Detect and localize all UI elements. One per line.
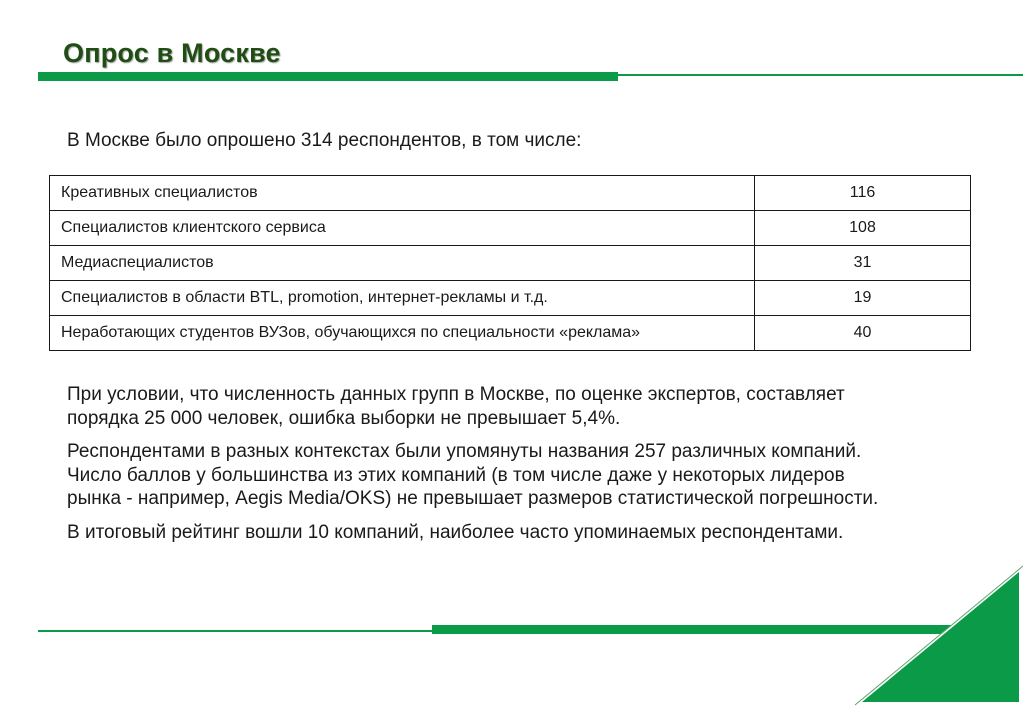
text-line: Респондентами в разных контекстах были упомянуты названия 257 различных компаний.: [67, 441, 862, 462]
intro-text: В Москве было опрошено 314 респондентов, в том числе:: [67, 130, 582, 151]
text-line: В итоговый рейтинг вошли 10 компаний, наиболее часто упоминаемых респондентами.: [67, 521, 844, 543]
text-line: Число баллов у большинства из этих компаний (в том числе даже у некоторых лидеров: [67, 464, 845, 486]
row-label: Специалистов клиентского сервиса: [50, 211, 755, 246]
text-line: рынка - например, Aegis Media/OKS) не превышает размеров статистической погрешности.: [67, 488, 879, 509]
row-label: Медиаспециалистов: [50, 246, 755, 281]
row-value: 116: [755, 176, 971, 211]
text-line: порядка 25 000 человек, ошибка выборки не превышает 5,4%.: [67, 407, 621, 429]
row-label: Креативных специалистов: [50, 176, 755, 211]
row-label: Специалистов в области BTL, promotion, интернет-рекламы и т.д.: [50, 281, 755, 316]
text-line: При условии, что численность данных групп в Москве, по оценке экспертов, составляет: [67, 384, 845, 405]
row-value: 19: [755, 281, 971, 316]
page-title: Опрос в Москве: [63, 38, 281, 68]
row-value: 108: [755, 211, 971, 246]
row-value: 40: [755, 316, 971, 351]
row-label: Неработающих студентов ВУЗов, обучающихся по специальности «реклама»: [50, 316, 755, 351]
row-value: 31: [755, 246, 971, 281]
